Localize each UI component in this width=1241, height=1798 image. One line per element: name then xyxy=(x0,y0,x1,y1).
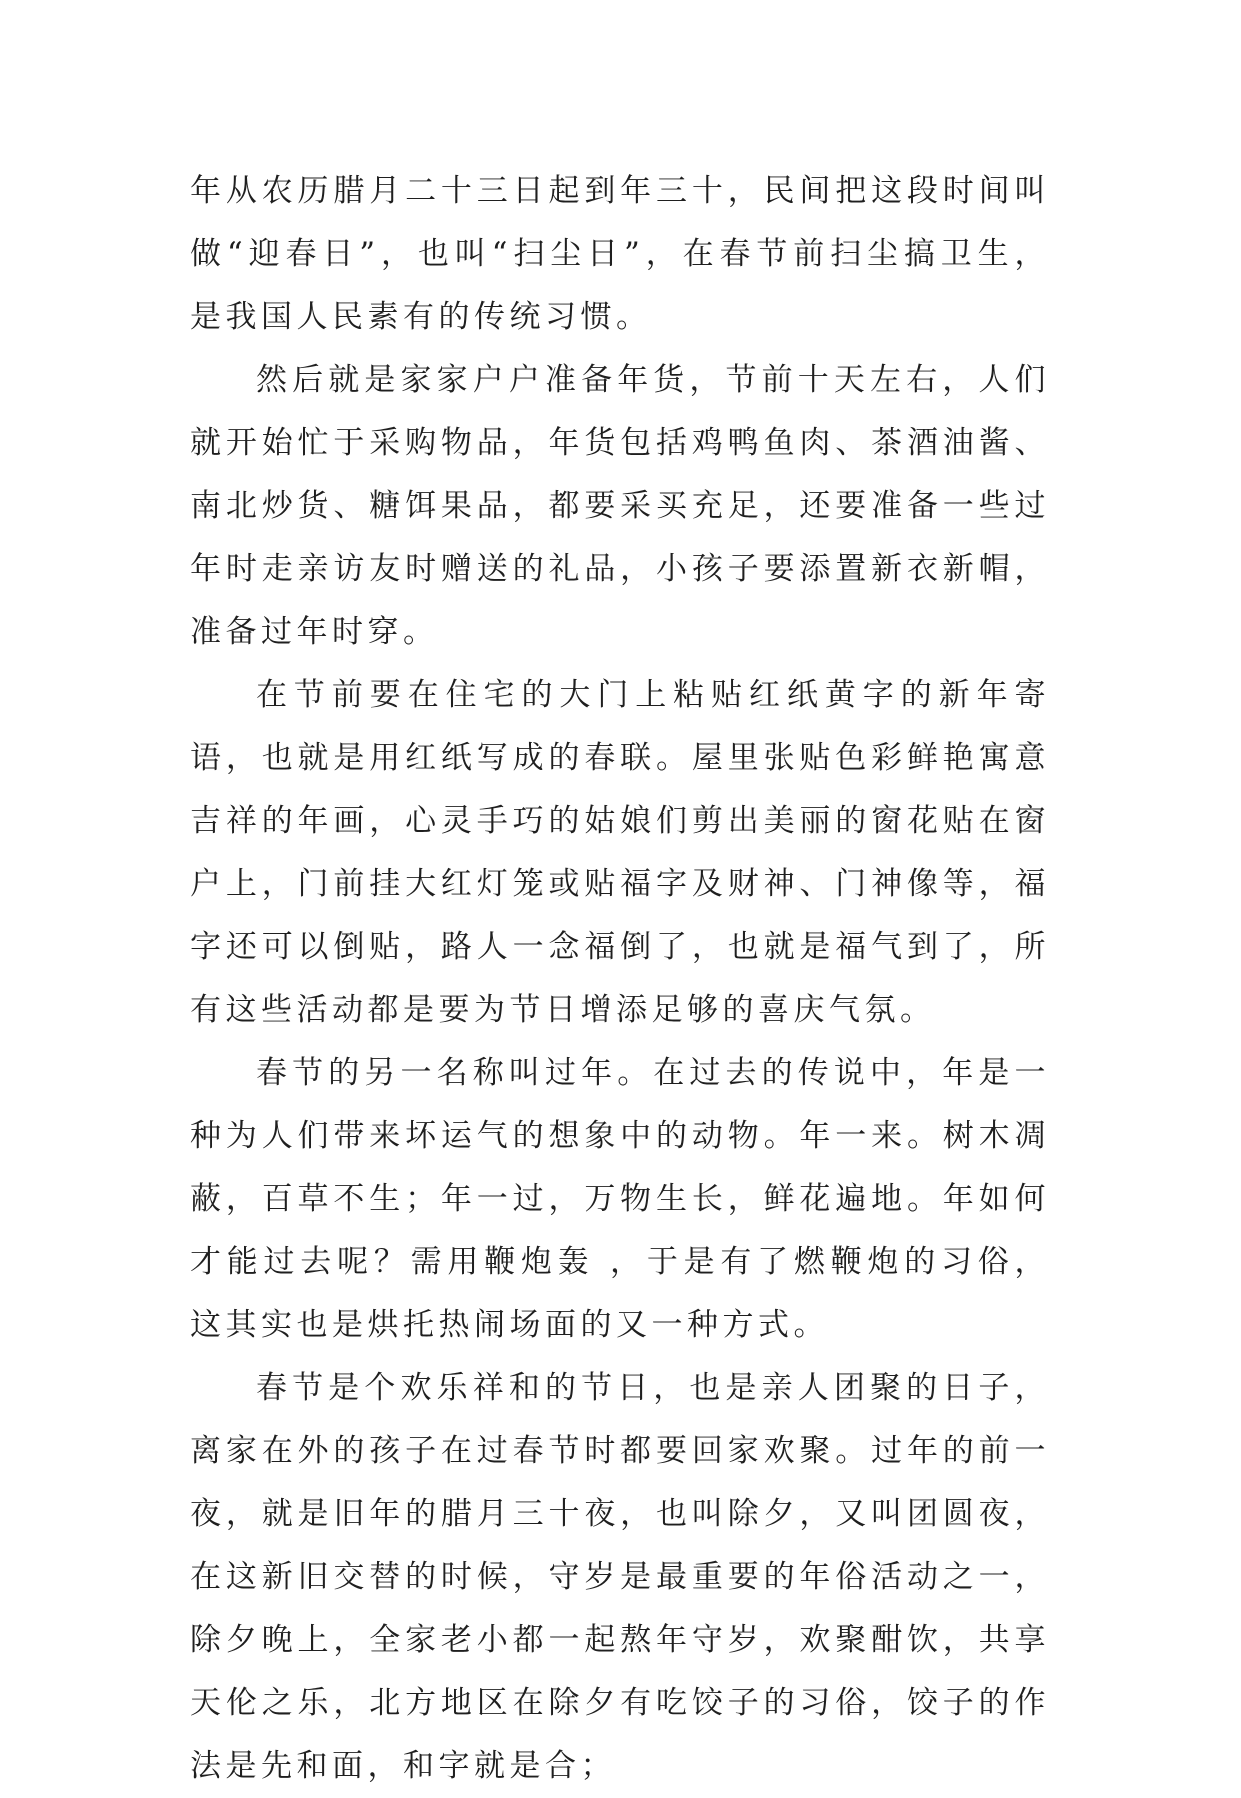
paragraph-4: 春节的另一名称叫过年。在过去的传说中，年是一种为人们带来坏运气的想象中的动物。年一来。树木凋蔽，百草不生；年一过，万物生长，鲜花遍地。年如何才能过去呢？需用鞭炮轰 ，于是有了燃鞭炮的习俗，这其实也是烘托热闹场面的又一种方式。 xyxy=(190,1055,1050,1343)
paragraph-3: 在节前要在住宅的大门上粘贴红纸黄字的新年寄语，也就是用红纸写成的春联。屋里张贴色彩鲜艳寓意吉祥的年画，心灵手巧的姑娘们剪出美丽的窗花贴在窗户上，门前挂大红灯笼或贴福字及财神、门神像等，福字还可以倒贴，路人一念福倒了，也就是福气到了，所有这些活动都是要为节日增添足够的喜庆气氛。 xyxy=(190,677,1050,1028)
paragraph-2: 然后就是家家户户准备年货，节前十天左右，人们就开始忙于采购物品，年货包括鸡鸭鱼肉、茶酒油酱、南北炒货、糖饵果品，都要采买充足，还要准备一些过年时走亲访友时赠送的礼品，小孩子要添置新衣新帽，准备过年时穿。 xyxy=(190,362,1050,650)
document-body xyxy=(190,160,1050,1798)
paragraph-1: 年从农历腊月二十三日起到年三十，民间把这段时间叫做“迎春日”，也叫“扫尘日”，在春节前扫尘搞卫生，是我国人民素有的传统习惯。 xyxy=(190,173,1050,335)
paragraph-5: 春节是个欢乐祥和的节日，也是亲人团聚的日子，离家在外的孩子在过春节时都要回家欢聚。过年的前一夜，就是旧年的腊月三十夜，也叫除夕，又叫团圆夜，在这新旧交替的时候，守岁是最重要的年俗活动之一，除夕晚上，全家老小都一起熬年守岁，欢聚酣饮，共享天伦之乐，北方地区在除夕有吃饺子的习俗，饺子的作法是先和面，和字就是合； xyxy=(190,1370,1050,1784)
